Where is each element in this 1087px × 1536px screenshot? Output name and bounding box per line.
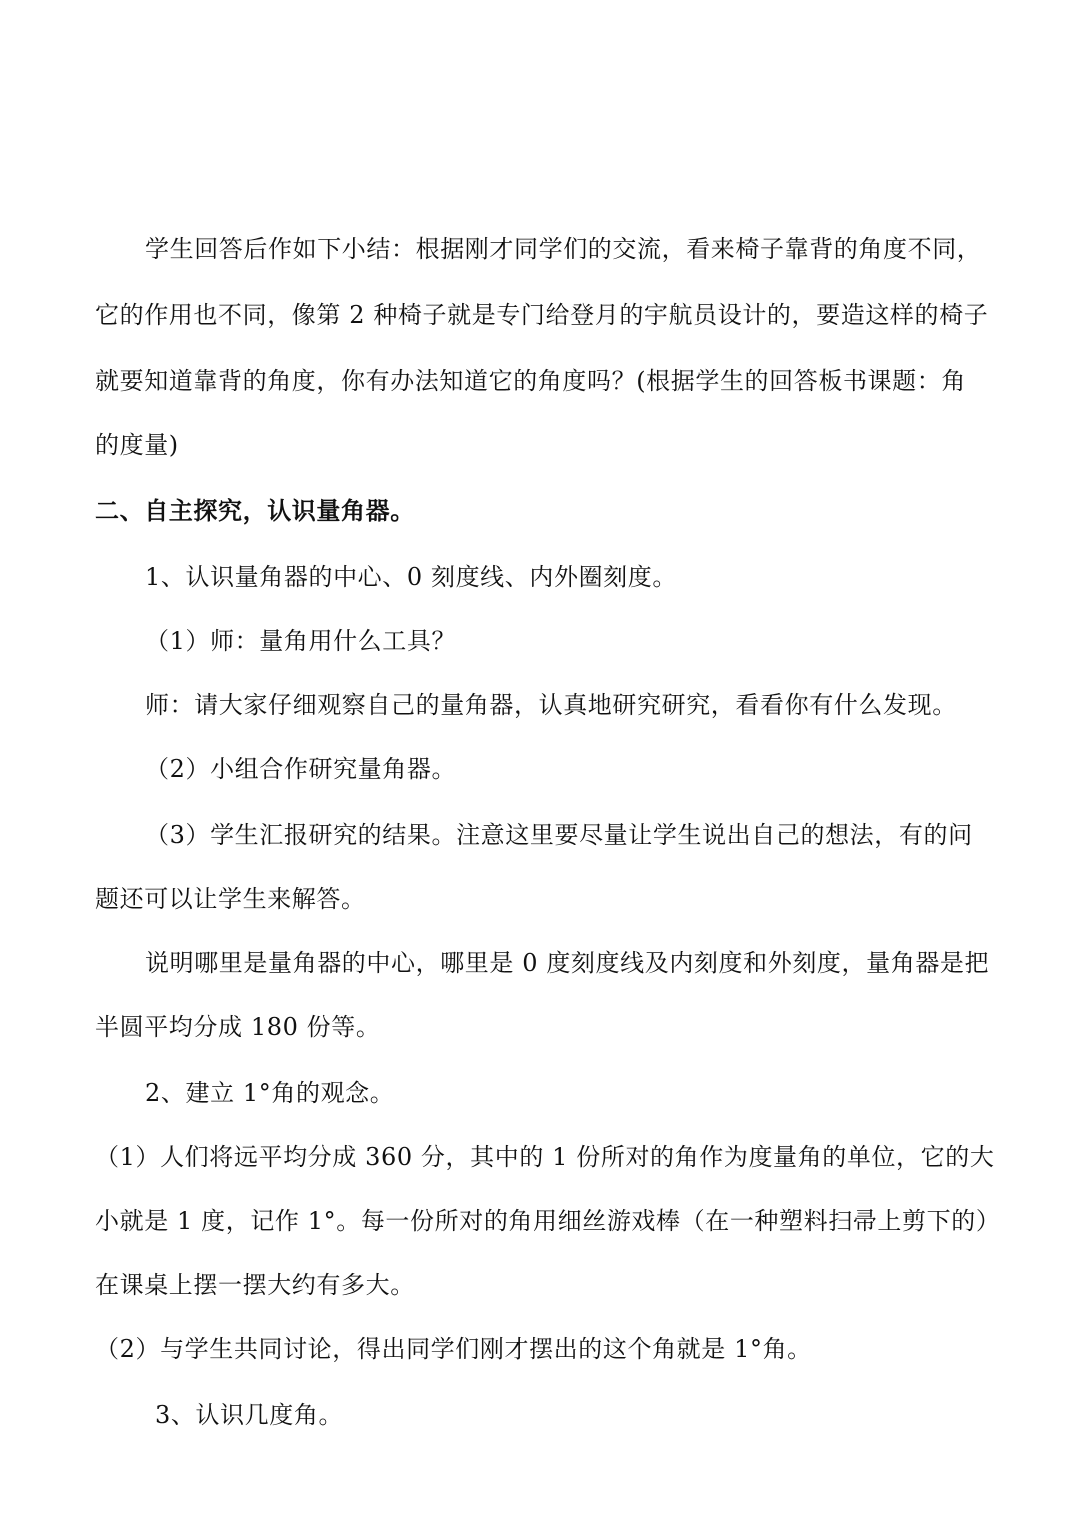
- subsection-heading: 3、认识几度角。: [155, 1401, 344, 1429]
- paragraph-line: 的度量): [95, 431, 179, 459]
- subsection-heading: 1、认识量角器的中心、0 刻度线、内外圈刻度。: [145, 563, 677, 591]
- paragraph-line: 小就是 1 度，记作 1°。每一份所对的角用细丝游戏棒（在一种塑料扫帚上剪下的）: [95, 1207, 1001, 1235]
- paragraph-line: （1）人们将远平均分成 360 分，其中的 1 份所对的角作为度量角的单位，它的大: [95, 1143, 995, 1171]
- paragraph-line: 就要知道靠背的角度，你有办法知道它的角度吗？(根据学生的回答板书课题：角: [95, 367, 966, 395]
- paragraph-line: 说明哪里是量角器的中心，哪里是 0 度刻度线及内刻度和外刻度，量角器是把: [145, 949, 990, 977]
- paragraph-line: 师：请大家仔细观察自己的量角器，认真地研究研究，看看你有什么发现。: [145, 691, 957, 719]
- section-heading: 二、自主探究，认识量角器。: [95, 496, 415, 525]
- paragraph-line: 学生回答后作如下小结：根据刚才同学们的交流，看来椅子靠背的角度不同，: [145, 235, 982, 263]
- paragraph-line: 半圆平均分成 180 份等。: [95, 1013, 381, 1041]
- paragraph-line: 题还可以让学生来解答。: [95, 885, 366, 913]
- paragraph-line: 它的作用也不同，像第 2 种椅子就是专门给登月的宇航员设计的，要造这样的椅子: [95, 301, 989, 329]
- paragraph-line: （3）学生汇报研究的结果。注意这里要尽量让学生说出自己的想法，有的问: [145, 821, 973, 849]
- paragraph-line: （2）小组合作研究量角器。: [145, 755, 457, 783]
- paragraph-line: （2）与学生共同讨论，得出同学们刚才摆出的这个角就是 1°角。: [95, 1335, 812, 1363]
- paragraph-line: （1）师：量角用什么工具？: [145, 627, 457, 655]
- paragraph-line: 在课桌上摆一摆大约有多大。: [95, 1271, 415, 1299]
- subsection-heading: 2、建立 1°角的观念。: [145, 1079, 395, 1107]
